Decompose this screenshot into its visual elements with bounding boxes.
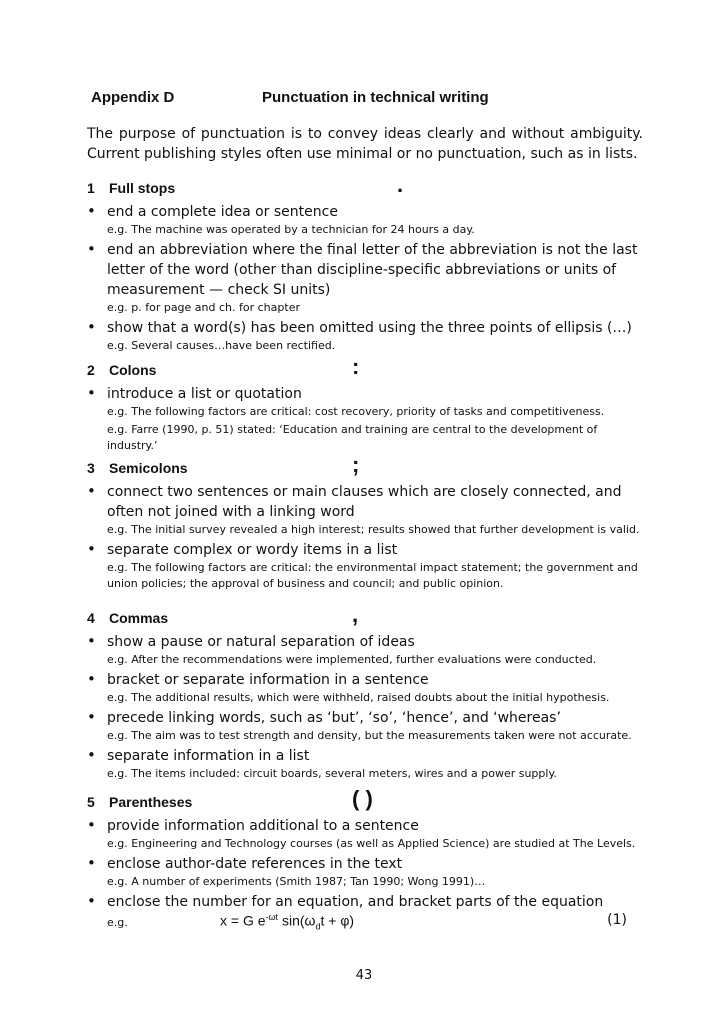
equation-subscript: d: [315, 921, 321, 932]
example-text: e.g. The following factors are critical: the environmental impact statement; the government and union policies; the approval of business and council; and public opinion.: [107, 561, 638, 590]
example-text: e.g. The machine was operated by a technician for 24 hours a day.: [107, 223, 475, 236]
section-title: Full stops: [109, 180, 176, 196]
section-colons: [87, 354, 647, 456]
equation: [220, 912, 354, 931]
page-number: 43: [355, 968, 373, 983]
bullet-icon: •: [87, 892, 96, 910]
item-text: show that a word(s) has been omitted using the three points of ellipsis (…): [107, 320, 632, 336]
section-number: 5: [87, 794, 95, 810]
list-item: [87, 240, 647, 316]
list-item: [87, 816, 647, 852]
section-full-stops: [87, 172, 647, 356]
item-text: connect two sentences or main clauses which are closely connected, and often not joined with a linking word: [107, 484, 622, 520]
bullet-icon: •: [87, 384, 96, 402]
equation-part: sin(ω: [278, 912, 316, 929]
punctuation-mark: ;: [352, 452, 360, 477]
section-number: 4: [87, 610, 95, 626]
example-text: e.g. The items included: circuit boards, several meters, wires and a power supply.: [107, 767, 557, 780]
punctuation-mark: :: [352, 354, 360, 379]
list-item: [87, 670, 647, 706]
example-text: e.g. Several causes…have been rectified.: [107, 339, 336, 352]
example-text: e.g. Farre (1990, p. 51) stated: ‘Education and training are central to the development of industry.’: [107, 423, 598, 452]
equation-number: (1): [607, 912, 627, 928]
list-item: [87, 384, 647, 454]
item-text: precede linking words, such as ‘but’, ‘so’, ‘hence’, and ‘whereas’: [107, 710, 561, 726]
item-text: bracket or separate information in a sentence: [107, 672, 429, 688]
item-text: enclose the number for an equation, and bracket parts of the equation: [107, 894, 604, 910]
punctuation-mark: .: [397, 172, 404, 197]
page-title: Punctuation in technical writing: [262, 89, 489, 106]
section-title: Parentheses: [109, 794, 193, 810]
bullet-icon: •: [87, 670, 96, 688]
bullet-icon: •: [87, 540, 96, 558]
section-title: Commas: [109, 610, 169, 626]
item-text: end an abbreviation where the final letter of the abbreviation is not the last letter of the word (other than discipline-specific abbreviations or units of measurement — check SI units): [107, 242, 638, 298]
example-label: e.g.: [107, 916, 128, 929]
section-title: Semicolons: [109, 460, 188, 476]
example-text: e.g. p. for page and ch. for chapter: [107, 301, 300, 314]
item-text: provide information additional to a sentence: [107, 818, 419, 834]
example-text: e.g. The initial survey revealed a high interest; results showed that further development is valid.: [107, 523, 640, 536]
equation-row: [107, 912, 647, 934]
list-item: [87, 482, 647, 538]
list-item: [87, 540, 647, 592]
bullet-icon: •: [87, 240, 96, 258]
punctuation-mark: ,: [352, 602, 359, 627]
example-text: e.g. The following factors are critical: cost recovery, priority of tasks and competitiveness.: [107, 405, 605, 418]
equation-part: t + φ): [320, 912, 355, 929]
bullet-icon: •: [87, 482, 96, 500]
example-text: e.g. The aim was to test strength and density, but the measurements taken were not accurate.: [107, 729, 632, 742]
example-text: e.g. A number of experiments (Smith 1987; Tan 1990; Wong 1991)…: [107, 875, 486, 888]
example-text: e.g. The additional results, which were withheld, raised doubts about the initial hypothesis.: [107, 691, 610, 704]
example-text: e.g. After the recommendations were implemented, further evaluations were conducted.: [107, 653, 597, 666]
section-semicolons: [87, 452, 647, 594]
list-item: [87, 318, 647, 354]
example-text: e.g. Engineering and Technology courses (as well as Applied Science) are studied at The Levels.: [107, 837, 636, 850]
intro-paragraph: The purpose of punctuation is to convey ideas clearly and without ambiguity. Current publishing styles often use minimal or no punctuation, such as in lists.: [87, 126, 643, 162]
item-text: introduce a list or quotation: [107, 386, 302, 402]
list-item: [87, 854, 647, 890]
bullet-icon: •: [87, 632, 96, 650]
section-title: Colons: [109, 362, 157, 378]
section-number: 2: [87, 362, 95, 378]
bullet-icon: •: [87, 318, 96, 336]
list-item: [87, 708, 647, 744]
list-item: [87, 632, 647, 668]
item-text: show a pause or natural separation of ideas: [107, 634, 415, 650]
bullet-icon: •: [87, 202, 96, 220]
punctuation-mark: ( ): [352, 786, 373, 811]
list-item: [87, 202, 647, 238]
section-number: 1: [87, 180, 95, 196]
section-parentheses: [87, 786, 647, 934]
section-commas: [87, 602, 647, 784]
page-header: [91, 89, 651, 111]
bullet-icon: •: [87, 854, 96, 872]
list-item: [87, 892, 647, 934]
bullet-icon: •: [87, 816, 96, 834]
item-text: enclose author-date references in the text: [107, 856, 403, 872]
section-number: 3: [87, 460, 95, 476]
item-text: separate complex or wordy items in a list: [107, 542, 398, 558]
list-item: [87, 746, 647, 782]
equation-exponent: -ωt: [265, 912, 279, 922]
bullet-icon: •: [87, 746, 96, 764]
equation-part: x = G e: [220, 912, 266, 929]
item-text: end a complete idea or sentence: [107, 204, 338, 220]
bullet-icon: •: [87, 708, 96, 726]
item-text: separate information in a list: [107, 748, 310, 764]
appendix-label: Appendix D: [91, 89, 175, 106]
